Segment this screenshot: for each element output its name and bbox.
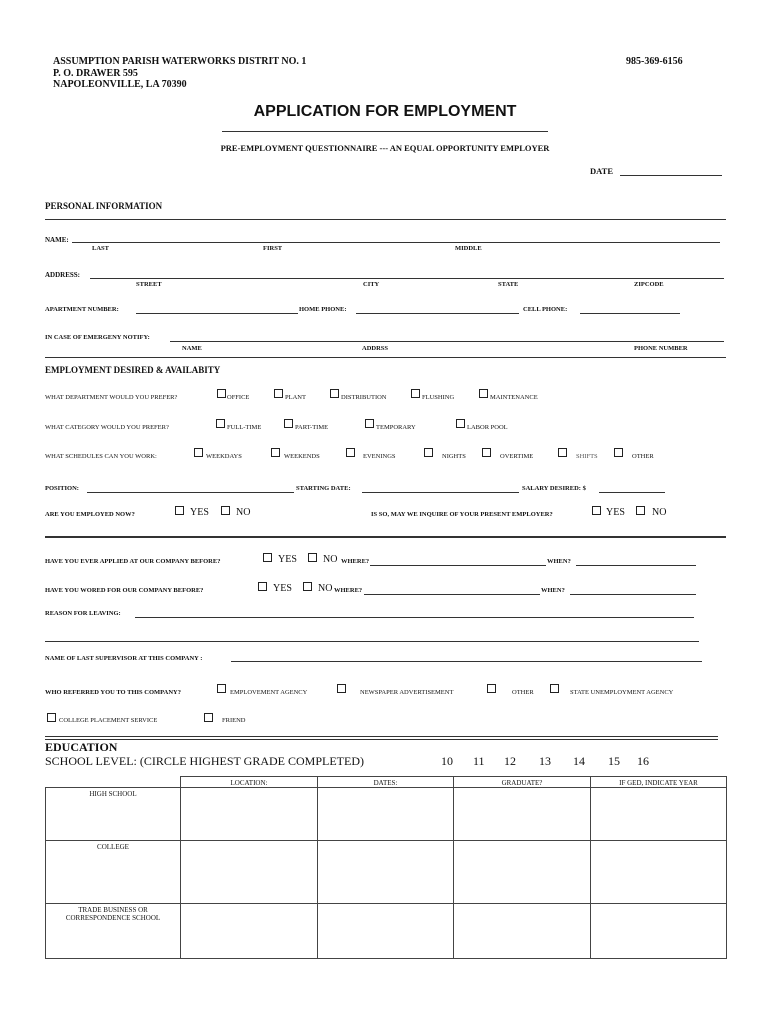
table-cell[interactable] — [181, 788, 318, 841]
ref-other-checkbox[interactable] — [487, 684, 496, 693]
dept-distribution-checkbox[interactable] — [330, 389, 339, 398]
ref-friend-checkbox[interactable] — [204, 713, 213, 722]
dept-plant-checkbox[interactable] — [274, 389, 283, 398]
applied-no-checkbox[interactable] — [308, 553, 317, 562]
table-cell[interactable] — [591, 788, 727, 841]
middle-caption: MIDDLE — [455, 245, 482, 252]
emergency-field[interactable] — [170, 341, 724, 342]
cell-phone-field[interactable] — [580, 313, 680, 314]
table-cell[interactable] — [181, 904, 318, 959]
street-caption: STREET — [136, 281, 162, 288]
first-caption: FIRST — [263, 245, 283, 252]
starting-date-field[interactable] — [362, 492, 519, 493]
worked-where-label: WHERE? — [334, 587, 363, 594]
org-phone: 985-369-6156 — [626, 56, 683, 67]
date-field[interactable] — [620, 175, 722, 176]
section-divider — [45, 739, 718, 740]
table-header-cell — [46, 777, 181, 788]
position-label: POSITION: — [45, 485, 79, 492]
sched-shifts-label: SHIFTS — [576, 453, 598, 460]
employment-heading: EMPLOYMENT DESIRED & AVAILABITY — [45, 365, 221, 375]
grade-option[interactable]: 15 — [608, 754, 620, 768]
grade-option[interactable]: 11 — [473, 754, 485, 768]
worked-when-label: WHEN? — [541, 587, 565, 594]
home-phone-field[interactable] — [356, 313, 519, 314]
employed-yes-checkbox[interactable] — [175, 506, 184, 515]
reason-label: REASON FOR LEAVING: — [45, 610, 121, 617]
dept-office-label: OFFICE — [227, 394, 250, 401]
salary-field[interactable] — [599, 492, 665, 493]
ref-college-checkbox[interactable] — [47, 713, 56, 722]
ref-friend-label: FRIEND — [222, 717, 246, 724]
reason-field-2[interactable] — [45, 641, 699, 642]
row-label: HIGH SCHOOL — [46, 788, 181, 841]
employed-no-label: NO — [236, 507, 251, 518]
row-label: COLLEGE — [46, 841, 181, 904]
table-header-row — [46, 777, 727, 788]
em-phone-caption: PHONE NUMBER — [634, 345, 688, 352]
row-label: TRADE BUSINESS OR CORRESPONDENCE SCHOOL — [46, 904, 181, 959]
address-field[interactable] — [90, 278, 724, 279]
supervisor-field[interactable] — [231, 661, 702, 662]
sched-nights-checkbox[interactable] — [424, 448, 433, 457]
employed-no-checkbox[interactable] — [221, 506, 230, 515]
cat-laborpool-label: LABOR POOL — [467, 424, 508, 431]
table-cell[interactable] — [454, 841, 591, 904]
table-cell[interactable] — [591, 904, 727, 959]
zip-caption: ZIPCODE — [634, 281, 664, 288]
ref-agency-label: EMPLOVEMENT AGENCY — [230, 689, 308, 696]
inquire-question: IS SO, MAY WE INQUIRE OF YOUR PRESENT EMPLOYER? — [371, 511, 553, 518]
po-box: P. O. DRAWER 595 — [53, 68, 138, 79]
sched-weekdays-label: WEEKDAYS — [206, 453, 242, 460]
supervisor-label: NAME OF LAST SUPERVISOR AT THIS COMPANY : — [45, 655, 203, 662]
state-caption: STATE — [498, 281, 519, 288]
sched-evenings-label: EVENINGS — [363, 453, 396, 460]
worked-yes-label: YES — [273, 583, 292, 594]
worked-no-label: NO — [318, 583, 333, 594]
table-cell[interactable] — [454, 788, 591, 841]
title-underline — [222, 131, 548, 132]
applied-question: HAVE YOU EVER APPLIED AT OUR COMPANY BEFORE? — [45, 558, 221, 565]
grade-option[interactable]: 14 — [573, 754, 585, 768]
dept-maintenance-label: MAINTENANCE — [490, 394, 538, 401]
applied-yes-checkbox[interactable] — [263, 553, 272, 562]
ref-other-label: OTHER — [512, 689, 534, 696]
worked-no-checkbox[interactable] — [303, 582, 312, 591]
inquire-yes-label: YES — [606, 507, 625, 518]
em-address-caption: ADDRSS — [362, 345, 389, 352]
table-cell[interactable] — [181, 841, 318, 904]
table-header-cell: IF GED, INDICATE YEAR — [591, 777, 727, 788]
dept-flushing-checkbox[interactable] — [411, 389, 420, 398]
worked-where-field[interactable] — [364, 594, 540, 595]
table-header-cell: GRADUATE? — [454, 777, 591, 788]
dept-plant-label: PLANT — [285, 394, 306, 401]
applied-where-field[interactable] — [370, 565, 546, 566]
applied-where-label: WHERE? — [341, 558, 370, 565]
category-question: WHAT CATEGORY WOULD YOU PREFER? — [45, 424, 169, 431]
date-label: DATE — [590, 166, 613, 176]
applied-when-label: WHEN? — [547, 558, 571, 565]
education-table — [45, 776, 727, 959]
section-divider — [45, 536, 726, 538]
sched-overtime-checkbox[interactable] — [482, 448, 491, 457]
cat-parttime-checkbox[interactable] — [284, 419, 293, 428]
cell-phone-label: CELL PHONE: — [523, 306, 568, 313]
applied-no-label: NO — [323, 554, 338, 565]
employed-yes-label: YES — [190, 507, 209, 518]
grade-option[interactable]: 16 — [637, 754, 649, 768]
cat-fulltime-checkbox[interactable] — [216, 419, 225, 428]
sched-other-label: OTHER — [632, 453, 654, 460]
last-caption: LAST — [92, 245, 109, 252]
inquire-yes-checkbox[interactable] — [592, 506, 601, 515]
table-row — [46, 841, 727, 904]
cat-fulltime-label: FULL-TIME — [227, 424, 262, 431]
dept-maintenance-checkbox[interactable] — [479, 389, 488, 398]
table-row — [46, 788, 727, 841]
dept-question: WHAT DEPARTMENT WOULD YOU PREFER? — [45, 394, 178, 401]
ref-state-agency-checkbox[interactable] — [550, 684, 559, 693]
section-divider — [45, 736, 718, 737]
org-name: ASSUMPTION PARISH WATERWORKS DISTRIT NO. 1 — [53, 56, 307, 67]
sched-weekdays-checkbox[interactable] — [194, 448, 203, 457]
employed-question: ARE YOU EMPLOYED NOW? — [45, 511, 135, 518]
table-row — [46, 904, 727, 959]
personal-heading: PERSONAL INFORMATION — [45, 201, 163, 211]
grade-option[interactable]: 12 — [504, 754, 516, 768]
inquire-no-checkbox[interactable] — [636, 506, 645, 515]
worked-question: HAVE YOU WORED FOR OUR COMPANY BEFORE? — [45, 587, 204, 594]
table-cell[interactable] — [318, 841, 454, 904]
sched-overtime-label: OVERTIME — [500, 453, 534, 460]
position-field[interactable] — [87, 492, 294, 493]
table-cell[interactable] — [591, 841, 727, 904]
table-cell[interactable] — [318, 788, 454, 841]
table-cell[interactable] — [454, 904, 591, 959]
ref-newspaper-checkbox[interactable] — [337, 684, 346, 693]
table-header-cell: LOCATION: — [181, 777, 318, 788]
inquire-no-label: NO — [652, 507, 667, 518]
salary-label: SALARY DESIRED: $ — [522, 485, 586, 492]
reason-field[interactable] — [135, 617, 694, 618]
table-cell[interactable] — [318, 904, 454, 959]
section-divider — [45, 219, 726, 220]
apt-field[interactable] — [136, 313, 298, 314]
sched-nights-label: NIGHTS — [442, 453, 466, 460]
dept-flushing-label: FLUSHING — [422, 394, 455, 401]
cat-laborpool-checkbox[interactable] — [456, 419, 465, 428]
applied-yes-label: YES — [278, 554, 297, 565]
em-name-caption: NAME — [182, 345, 202, 352]
city-caption: CITY — [363, 281, 380, 288]
sched-weekends-label: WEEKENDS — [284, 453, 320, 460]
name-field[interactable] — [72, 242, 720, 243]
schedule-question: WHAT SCHEDULES CAN YOU WORK: — [45, 453, 157, 460]
emergency-label: IN CASE OF EMERGENY NOTIFY: — [45, 334, 150, 341]
referred-question: WHO REFERRED YOU TO THIS COMPANY? — [45, 689, 181, 696]
ref-college-label: COLLEGE PLACEMENT SERVICE — [59, 717, 158, 724]
ref-agency-checkbox[interactable] — [217, 684, 226, 693]
worked-when-field[interactable] — [570, 594, 696, 595]
worked-yes-checkbox[interactable] — [258, 582, 267, 591]
dept-office-checkbox[interactable] — [217, 389, 226, 398]
sched-evenings-checkbox[interactable] — [346, 448, 355, 457]
section-divider — [45, 357, 726, 358]
address-label: ADDRESS: — [45, 271, 81, 279]
sched-shifts-checkbox[interactable] — [558, 448, 567, 457]
home-phone-label: HOME PHONE: — [299, 306, 347, 313]
ref-state-agency-label: STATE UNEMPLOYMENT AGENCY — [570, 689, 674, 696]
page-title: APPLICATION FOR EMPLOYMENT — [253, 103, 517, 120]
sched-other-checkbox[interactable] — [614, 448, 623, 457]
cat-temporary-label: TEMPORARY — [376, 424, 416, 431]
grade-option[interactable]: 10 — [441, 754, 453, 768]
grade-option[interactable]: 13 — [539, 754, 551, 768]
city-line: NAPOLEONVILLE, LA 70390 — [53, 79, 187, 90]
sched-weekends-checkbox[interactable] — [271, 448, 280, 457]
applied-when-field[interactable] — [576, 565, 696, 566]
cat-parttime-label: PART-TIME — [295, 424, 329, 431]
school-level-label: SCHOOL LEVEL: (CIRCLE HIGHEST GRADE COMPLETED) — [45, 754, 364, 768]
ref-newspaper-label: NEWSPAPER ADVERTISEMENT — [360, 689, 454, 696]
cat-temporary-checkbox[interactable] — [365, 419, 374, 428]
dept-distribution-label: DISTRIBUTION — [341, 394, 387, 401]
subtitle: PRE-EMPLOYMENT QUESTIONNAIRE --- AN EQUAL OPPORTUNITY EMPLOYER — [220, 143, 550, 153]
table-header-cell: DATES: — [318, 777, 454, 788]
name-label: NAME: — [45, 236, 69, 244]
apt-label: APARTMENT NUMBER: — [45, 306, 119, 313]
education-heading: EDUCATION — [45, 740, 118, 754]
starting-date-label: STARTING DATE: — [296, 485, 351, 492]
